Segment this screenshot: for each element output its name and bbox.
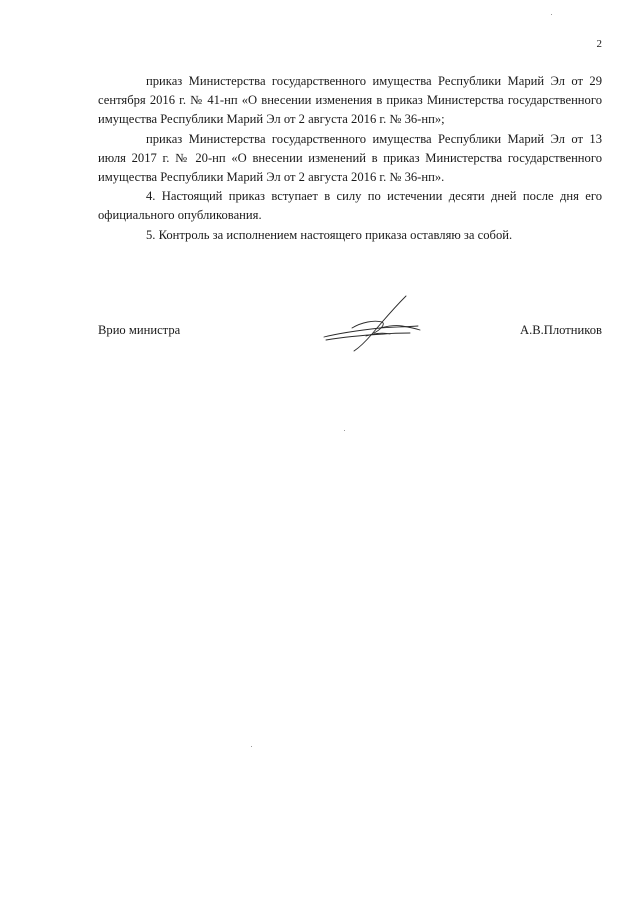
document-body bbox=[98, 72, 602, 245]
paragraph-item-4: 4. Настоящий приказ вступает в силу по истечении десяти дней после дня его официального опубликования. bbox=[98, 189, 602, 223]
signer-position: Врио министра bbox=[98, 323, 181, 337]
signer-name: А.В.Плотников bbox=[519, 323, 602, 337]
paragraph-item-5: 5. Контроль за исполнением настоящего приказа оставляю за собой. bbox=[146, 227, 513, 242]
scan-speck bbox=[344, 430, 345, 431]
scan-speck bbox=[251, 746, 252, 747]
page-number: 2 bbox=[596, 38, 602, 50]
paragraph-order-2017: приказ Министерства государственного имущества Республики Марий Эл от 13 июля 2017 г. № 20-нп «О внесении изменений в приказ Министерства государственного имущества Республики Марий Эл от 2 августа 2016 г. № 36-нп». bbox=[98, 131, 602, 185]
handwritten-signature bbox=[322, 292, 426, 354]
paragraph-order-2016: приказ Министерства государственного имущества Республики Марий Эл от 29 сентября 2016 г. № 41-нп «О внесении изменения в приказ Министерства государственного имущества Республики Марий Эл от 2 августа 2016 г. № 36-нп»; bbox=[98, 74, 602, 127]
scan-speck bbox=[551, 14, 552, 15]
